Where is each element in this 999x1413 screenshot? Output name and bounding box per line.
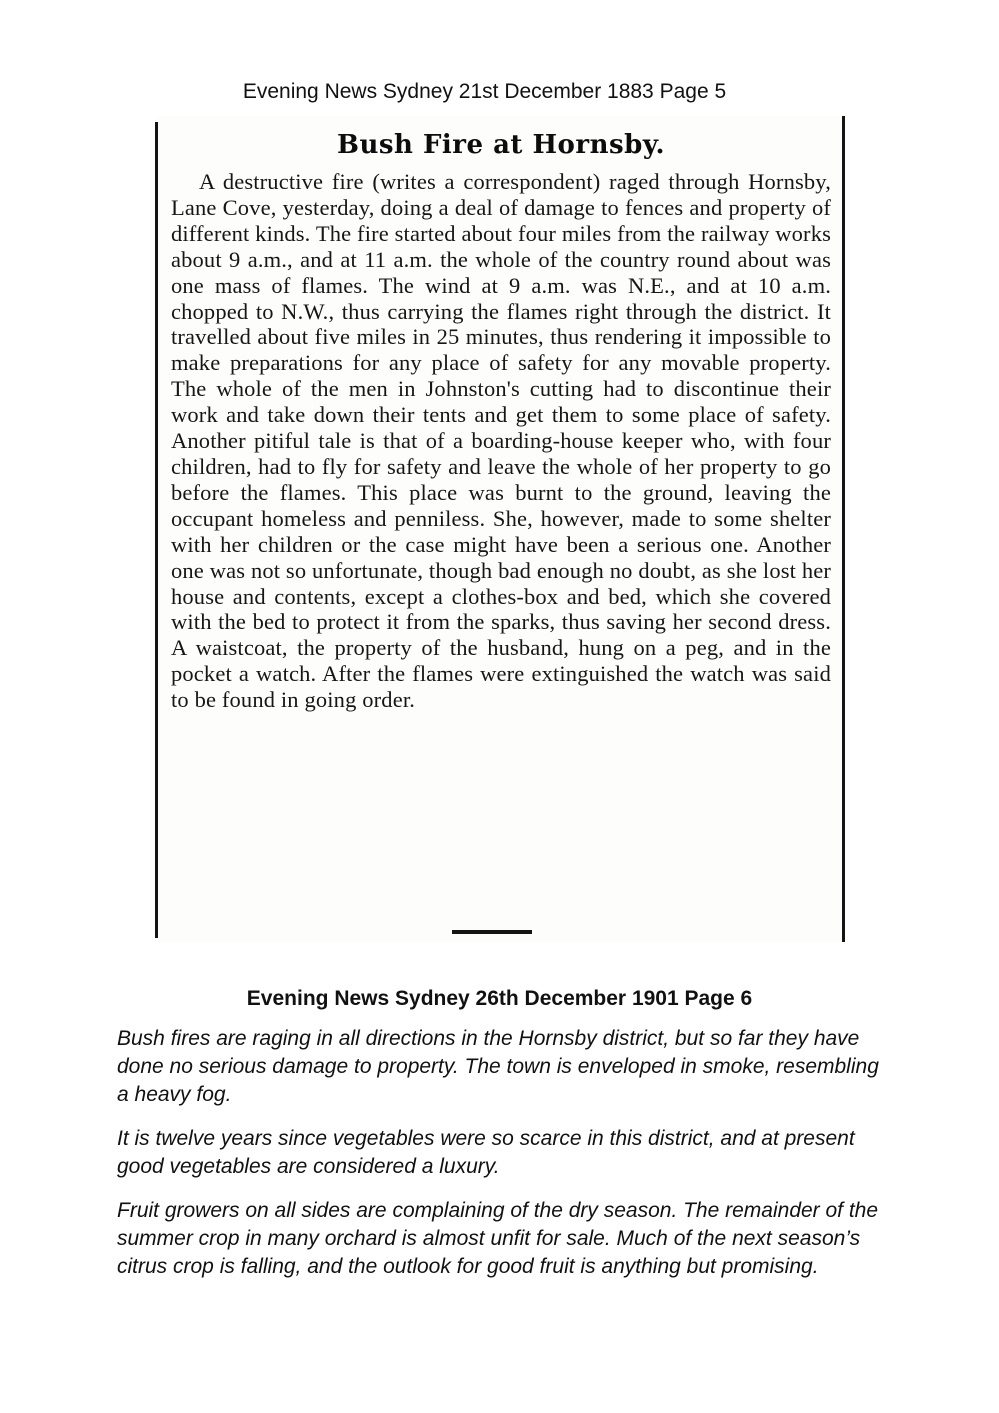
column-rule-right xyxy=(842,116,845,942)
article-headline: Bush Fire at Hornsby. xyxy=(336,130,665,160)
newspaper-clipping xyxy=(155,116,845,942)
transcript-paragraph: Fruit growers on all sides are complaining of the dry season. The remainder of the summer crop in many orchard is almost unfit for sale. Much of the next season’s citrus crop is falling, and the outlook for good fruit is anything but promising. xyxy=(117,1199,879,1278)
article-body: A destructive fire (writes a correspondent) raged through Hornsby, Lane Cove, yesterday, doing a deal of damage to fences and property of different kinds. The fire started about four miles from the railway works about 9 a.m., and at 11 a.m. the whole of the country round about was one mass of flames. The wind at 9 a.m. was N.E., and at 10 a.m. chopped to N.W., thus carrying the flames right through the district. It travelled about five miles in 25 minutes, thus rendering it impossible to make preparations for any place of safety for any movable property. The whole of the men in Johnston's cutting had to discontinue their work and take down their tents and get them to some place of safety. Another pitiful tale is that of a boarding-house keeper who, with four children, had to fly for safety and leave the whole of her property to go before the flames. This place was burnt to the ground, leaving the occupant homeless and penniless. She, however, made to some shelter with her children or the case might have been a serious one. Another one was not so unfortunate, though bad enough no doubt, as she lost her house and contents, except a clothes-box and bed, which she covered with the bed to protect it from the sparks, thus saving her second dress. A waistcoat, the property of the husband, hung on a peg, and in the pocket a watch. After the flames were extinguished the watch was said to be found in going order. xyxy=(171,169,831,713)
section-title: Evening News Sydney 26th December 1901 Page 6 xyxy=(246,987,753,1010)
transcript-paragraph: It is twelve years since vegetables were so scarce in this district, and at present good vegetables are considered a luxury. xyxy=(117,1127,855,1178)
clipping-source-caption: Evening News Sydney 21st December 1883 Page 5 xyxy=(242,80,727,103)
article-end-rule xyxy=(452,930,532,934)
column-rule-left xyxy=(155,122,158,938)
transcript-paragraph: Bush fires are raging in all directions in the Hornsby district, but so far they have done no serious damage to property. The town is enveloped in smoke, resembling a heavy fog. xyxy=(117,1027,879,1106)
